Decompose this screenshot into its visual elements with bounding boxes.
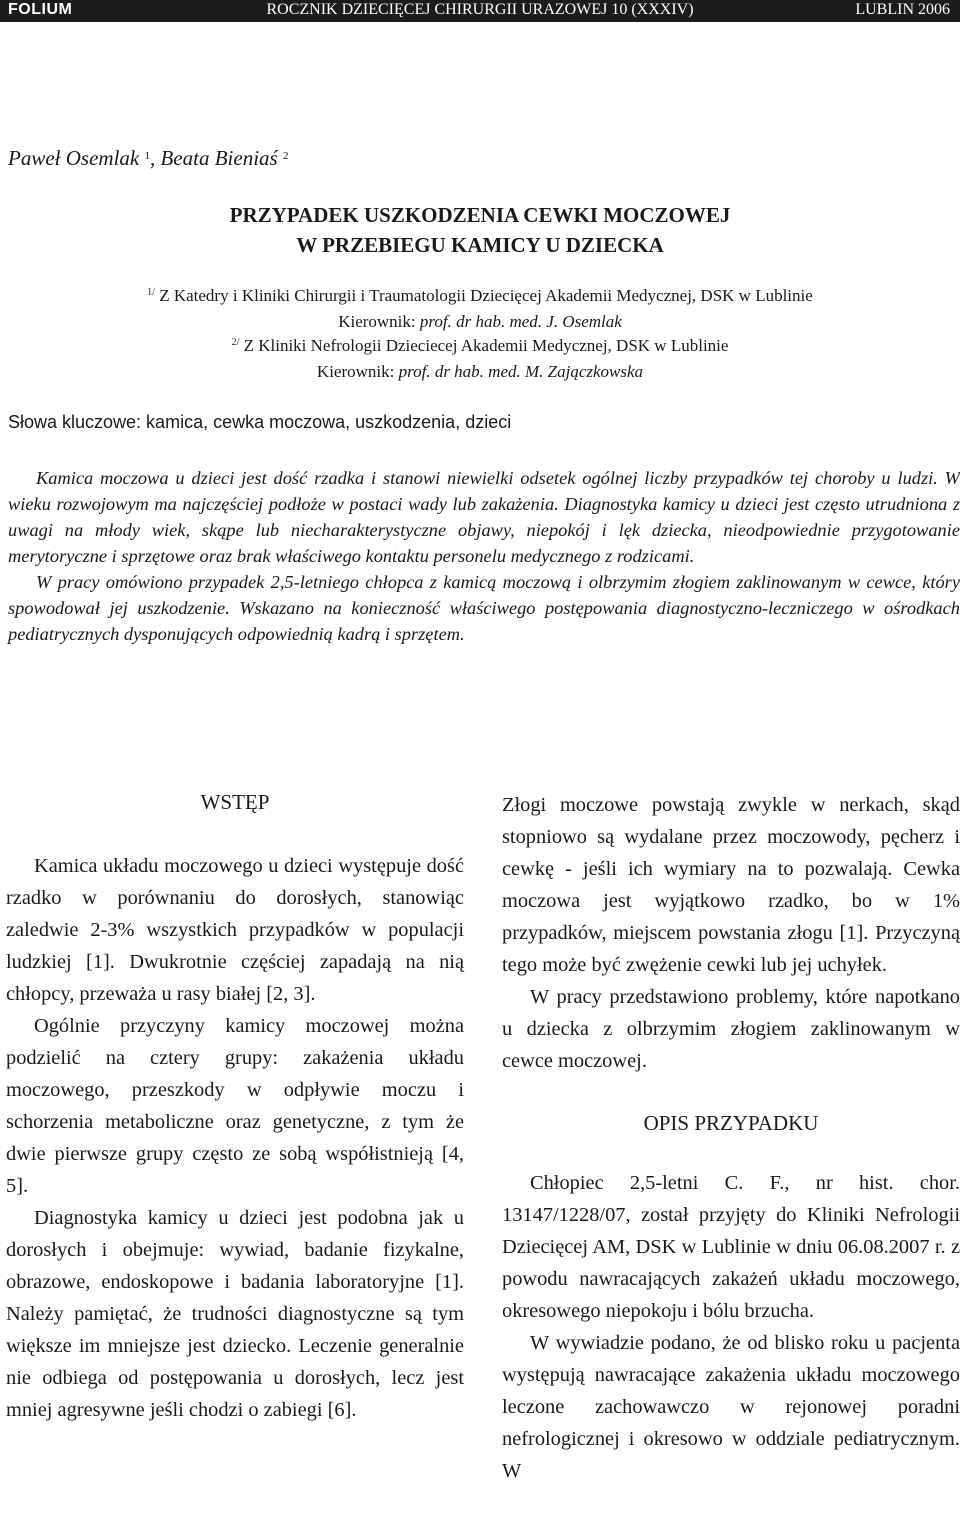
affiliation-2 — [0, 336, 960, 356]
affiliation-1-head-label: Kierownik: — [338, 312, 416, 331]
intro-paragraph-5: W pracy przedstawiono problemy, które napotkano u dziecka z olbrzymim złogiem zaklinowanym w cewce moczowej. — [502, 986, 960, 1072]
case-paragraph-1: Chłopiec 2,5-letni C. F., nr hist. chor. 13147/1228/07, został przyjęty do Kliniki Nefrologii Dziecięcej AM, DSK w Lublinie w dniu 06.08.2007 r. z powodu nawracających zakażeń układu moczowego, okresowego niepokoju i bólu brzucha. — [502, 1172, 960, 1322]
title-line-2: W PRZEBIEGU KAMICY U DZIECKA — [296, 233, 664, 257]
author-1: Paweł Osemlak — [8, 146, 140, 170]
abstract-paragraph-1: Kamica moczowa u dzieci jest dość rzadka i stanowi niewielki odsetek ogólnej liczby przypadków tej choroby u ludzi. W wieku rozwojowym ma najczęściej podłoże w postaci wady lub zakażenia. Diagnostyka kamicy u dzieci jest często utrudniona z uwagi na młody wiek, skąpe lub niecharakterystyczne objawy, niepokój i lęk dziecka, nieodpowiednie przygotowanie merytoryczne i sprzętowe oraz brak właściwego kontaktu personelu medycznego z rodzicami. — [8, 468, 960, 566]
journal-header — [0, 0, 960, 22]
journal-title: ROCZNIK DZIECIĘCEJ CHIRURGII URAZOWEJ 10 (XXXIV) — [266, 1, 694, 18]
journal-place-year: LUBLIN 2006 — [855, 1, 950, 18]
author-1-affiliation: 1 — [144, 150, 150, 162]
abstract-paragraph-2: W pracy omówiono przypadek 2,5-letniego chłopca z kamicą moczową i olbrzymim złogiem zaklinowanym w cewce, który spowodował jej uszkodzenie. Wskazano na konieczność właściwego postępowania diagnostyczno-leczniczego w ośrodkach pediatrycznych dysponujących odpowiednią kadrą i sprzętem. — [8, 572, 960, 644]
author-2-affiliation: 2 — [282, 150, 289, 162]
intro-paragraph-3: Diagnostyka kamicy u dzieci jest podobna jak u dorosłych i obejmuje: wywiad, badanie fizykalne, obrazowe, endoskopowe i badania laboratoryjne [1]. Należy pamiętać, że trudności diagnostyczne są tym większe im mniejsze jest dziecko. Leczenie generalnie nie odbiega od postępowania u dorosłych, lecz jest mniej agresywne jeśli chodzi o zabiegi [6]. — [6, 1207, 464, 1421]
article-title — [0, 200, 960, 260]
publisher-logo: FOLIUM — [8, 1, 73, 18]
intro-paragraph-1: Kamica układu moczowego u dzieci występuje dość rzadko w porównaniu do dorosłych, stanowiąc zaledwie 2-3% wszystkich przypadków w populacji ludzkiej [1]. Dwukrotnie częściej zapadają na nią chłopcy, przeważa u rasy białej [2, 3]. — [6, 855, 464, 1005]
section-heading-case: OPIS PRZYPADKU — [643, 1111, 819, 1135]
authors: Paweł Osemlak $^1$, Beata Bieniaś $^2$ — [8, 146, 289, 170]
affiliation-2-text: Z Kliniki Nefrologii Dzieciecej Akademii Medycznej, DSK w Lublinie — [243, 336, 729, 355]
affiliation-2-head — [0, 362, 960, 382]
keywords: Słowa kluczowe: kamica, cewka moczowa, uszkodzenia, dzieci — [8, 412, 512, 432]
body-column-right — [502, 789, 960, 1487]
affiliation-1-text: Z Katedry i Kliniki Chirurgii i Traumatologii Dziecięcej Akademii Medycznej, DSK w Lublinie — [159, 286, 813, 305]
intro-paragraph-2: Ogólnie przyczyny kamicy moczowej można podzielić na cztery grupy: zakażenia układu moczowego, przeszkody w odpływie moczu i schorzenia metaboliczne oraz genetyczne, z tym że dwie pierwsze grupy często ze sobą współistnieją [4, 5]. — [6, 1015, 464, 1197]
affiliation-2-head-name: prof. dr hab. med. M. Zajączkowska — [398, 362, 644, 381]
section-heading-intro: WSTĘP — [200, 790, 270, 814]
author-2: Beata Bieniaś — [160, 146, 278, 170]
title-line-1: PRZYPADEK USZKODZENIA CEWKI MOCZOWEJ — [229, 203, 731, 227]
affiliation-2-marker: 2/ — [231, 337, 240, 348]
body-column-left — [6, 850, 464, 1426]
affiliation-1-marker: 1/ — [147, 287, 155, 298]
affiliation-1 — [0, 286, 960, 306]
affiliation-2-head-label: Kierownik: — [316, 362, 395, 381]
affiliation-1-head — [0, 312, 960, 332]
affiliation-1-head-name: prof. dr hab. med. J. Osemlak — [419, 312, 622, 331]
intro-paragraph-4: Złogi moczowe powstają zwykle w nerkach, skąd stopniowo są wydalane przez moczowody, pęcherz i cewkę - jeśli ich wymiary na to pozwalają. Cewka moczowa jest wyjątkowo rzadko, bo w 1% przypadków, miejscem powstania złogu [1]. Przyczyną tego może być zwężenie cewki lub jej uchyłek. — [502, 794, 960, 976]
case-paragraph-2: W wywiadzie podano, że od blisko roku u pacjenta występują nawracające zakażenia układu moczowego leczone zachowawczo w rejonowej poradni nefrologicznej i okresowo w oddziale pediatrycznym. W — [502, 1332, 960, 1482]
abstract — [8, 465, 960, 647]
